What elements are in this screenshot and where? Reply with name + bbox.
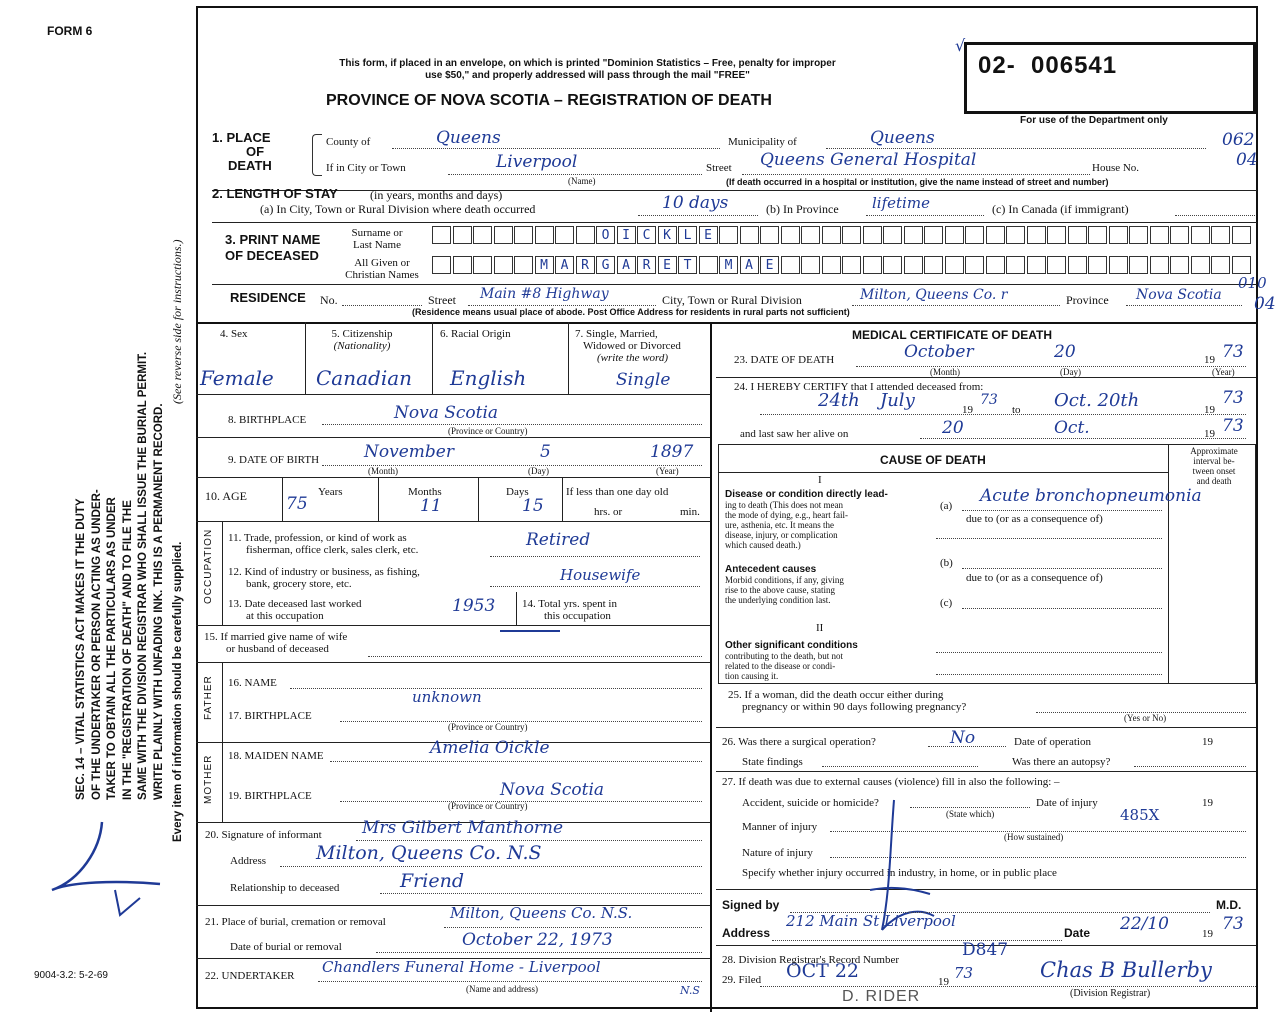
burial-date-label: Date of burial or removal <box>230 941 342 953</box>
length-of-stay-label: 2. LENGTH OF STAY <box>212 186 338 201</box>
name-letter-box <box>1027 226 1046 244</box>
name-letter-box <box>781 256 800 274</box>
relationship-label: Relationship to deceased <box>230 882 340 894</box>
registration-number: 02- 006541 <box>978 52 1118 79</box>
death-year-caption: (Year) <box>1212 367 1235 377</box>
name-letter-box <box>986 256 1005 274</box>
name-letter-box <box>842 256 861 274</box>
hospital-note: (If death occurred in a hospital or institution, give the name instead of street and number) <box>726 177 1109 187</box>
md-label: M.D. <box>1216 898 1242 912</box>
age-days: 15 <box>522 496 544 516</box>
racial-origin-label: 6. Racial Origin <box>440 328 511 340</box>
dob-day-caption: (Day) <box>528 466 549 476</box>
dob-month: November <box>364 442 454 462</box>
name-letter-box <box>1150 256 1169 274</box>
length-of-stay-note: (in years, months and days) <box>370 188 503 202</box>
name-letter-box <box>1232 256 1251 274</box>
marital-value: Single <box>616 370 671 390</box>
print-name-label: 3. PRINT NAME OF DECEASED <box>225 232 321 263</box>
death-date-label: 23. DATE OF DEATH <box>734 354 835 366</box>
name-letter-box <box>1068 226 1087 244</box>
spouse-label: 15. If married give name of wife or husband of deceased <box>204 631 348 655</box>
other-conditions-label: Other significant conditions <box>725 640 858 651</box>
name-letter-box <box>473 256 492 274</box>
street-label: Street <box>706 162 732 174</box>
operation-year-prefix: 19 <box>1202 736 1213 748</box>
surgical-label: 26. Was there a surgical operation? <box>722 736 876 748</box>
name-letter-box <box>1129 226 1148 244</box>
name-letter-box <box>473 226 492 244</box>
name-letter-box <box>453 256 472 274</box>
attend-to-year: 73 <box>1222 388 1244 408</box>
name-letter-box: E <box>760 256 779 274</box>
every-item-text: Every item of information should be carefully supplied. <box>172 541 184 842</box>
name-letter-box <box>494 256 513 274</box>
city-name-caption: (Name) <box>568 176 596 186</box>
informant-address: Milton, Queens Co. N.S <box>316 842 542 864</box>
sec14-text: SEC. 14 – VITAL STATISTICS ACT MAKES IT THE DUTY OF THE UNDERTAKER OR PERSON ACTING AS UNDER- TAKER TO OBTAIN ALL THE PARTICULARS AS UNDER IN THE "REGISTRATION OF DEATH" AND TO FILE THE SAME WITH THE DIVISION REGISTRAR WHO SHALL ISSUE THE BURIAL PERMIT. WRITE PLAINLY WITH UNFADING INK. THIS IS A PERMANENT RECORD. <box>75 351 165 800</box>
filed-year-prefix: 19 <box>938 976 949 988</box>
mail-notice: This form, if placed in an envelope, on which is printed "Dominion Statistics – Free, penalty for improper use $50," and properly addressed will pass through the mail "FREE" <box>339 58 836 81</box>
name-letter-box <box>1047 226 1066 244</box>
name-letter-box <box>965 226 984 244</box>
page-title: PROVINCE OF NOVA SCOTIA – REGISTRATION OF DEATH <box>326 92 772 109</box>
burial-date-value: October 22, 1973 <box>462 930 613 950</box>
name-letter-box <box>699 256 718 274</box>
name-letter-box <box>1068 256 1087 274</box>
name-letter-box <box>924 226 943 244</box>
name-letter-box <box>801 256 820 274</box>
province-stay-label: (b) In Province <box>766 202 839 216</box>
residence-street-label: Street <box>428 293 456 307</box>
signed-by-label: Signed by <box>722 898 780 912</box>
last-saw-month: Oct. <box>1054 418 1090 438</box>
yes-no-caption: (Yes or No) <box>1124 713 1167 723</box>
residence-note: (Residence means usual place of abode. Post Office Address for residents in rural parts not sufficient) <box>412 307 850 317</box>
injury-date-label: Date of injury <box>1036 797 1098 809</box>
residence-province-label: Province <box>1066 293 1109 307</box>
external-label: 27. If death was due to external causes (violence) fill in also the following: – <box>722 776 1060 788</box>
street-value: Queens General Hospital <box>760 150 977 170</box>
name-letter-box: O <box>596 226 615 244</box>
province-stay-value: lifetime <box>872 194 930 212</box>
county-label: County of <box>326 136 371 148</box>
name-letter-box <box>576 226 595 244</box>
name-letter-box <box>535 226 554 244</box>
operation-date-label: Date of operation <box>1014 736 1091 748</box>
interval-header: Approximate interval be- tween onset and death <box>1190 446 1238 486</box>
birthplace-caption: (Province or Country) <box>448 426 528 436</box>
dob-year: 1897 <box>650 442 694 462</box>
name-letter-box <box>781 226 800 244</box>
registrar-caption: (Division Registrar) <box>1070 988 1151 999</box>
undertaker-caption: (Name and address) <box>466 984 538 994</box>
name-letter-box <box>945 256 964 274</box>
last-worked-value: 1953 <box>452 596 496 616</box>
address-label: Address <box>722 926 771 940</box>
mother-side-label: MOTHER <box>203 754 214 804</box>
cause-a-prefix: (a) <box>940 500 953 512</box>
last-saw-day: 20 <box>942 418 964 438</box>
last-worked-label: 13. Date deceased last worked at this occupation <box>228 598 362 622</box>
age-years: 75 <box>286 494 308 514</box>
other-conditions-description: contributing to the death, but not related to the disease or condi- tion causing it. <box>725 651 843 681</box>
physician-date-year-prefix: 19 <box>1202 928 1213 940</box>
burial-place-value: Milton, Queens Co. N.S. <box>450 904 633 922</box>
filed-year: 73 <box>954 964 974 982</box>
name-letter-box: E <box>658 256 677 274</box>
physician-date-year: 73 <box>1222 914 1244 934</box>
tick-mark: √ <box>955 36 966 55</box>
residence-dept-code-2: 04 <box>1254 294 1276 314</box>
rider-stamp: D. RIDER <box>842 988 921 1005</box>
attend-from-day: 24th <box>818 390 860 411</box>
mother-name-label: 18. MAIDEN NAME <box>228 750 324 762</box>
name-letter-box <box>924 256 943 274</box>
dob-label: 9. DATE OF BIRTH <box>228 454 320 466</box>
autopsy-label: Was there an autopsy? <box>1012 756 1111 768</box>
citizenship-value: Canadian <box>316 366 413 390</box>
antecedent-description: Morbid conditions, if any, giving rise to the above cause, stating the underlying condition last. <box>725 575 844 605</box>
print-code: 9004-3.2: 5-2-69 <box>34 970 108 981</box>
injury-year-prefix: 19 <box>1202 797 1213 809</box>
name-letter-box <box>822 226 841 244</box>
marital-label: 7. Single, Married, Widowed or Divorced (write the word) <box>575 328 681 364</box>
specify-label: Specify whether injury occurred in industry, in home, or in public place <box>742 867 1057 879</box>
sex-label: 4. Sex <box>220 328 248 340</box>
name-letter-box: I <box>617 226 636 244</box>
name-letter-box: T <box>678 256 697 274</box>
name-letter-box <box>1109 256 1128 274</box>
form-number: FORM 6 <box>47 24 93 38</box>
attend-from-month: July <box>880 390 915 411</box>
occupation-side-label: OCCUPATION <box>203 528 214 604</box>
days-label: Days <box>506 486 529 498</box>
woman-label: 25. If a woman, did the death occur either during pregnancy or within 90 days following pregnancy? <box>728 689 967 713</box>
name-letter-box <box>1088 256 1107 274</box>
name-letter-box <box>514 256 533 274</box>
last-saw-year: 73 <box>1222 416 1244 436</box>
mother-birthplace-value: Nova Scotia <box>500 780 605 800</box>
age-label: 10. AGE <box>205 489 247 503</box>
attend-from-year-prefix: 19 <box>962 404 973 416</box>
father-name-label: 16. NAME <box>228 677 277 689</box>
name-letter-box <box>719 226 738 244</box>
cause-c-prefix: (c) <box>940 597 953 609</box>
manner-label: Manner of injury <box>742 821 818 833</box>
birthplace-value: Nova Scotia <box>394 403 499 423</box>
name-letter-box: G <box>596 256 615 274</box>
name-letter-box <box>453 226 472 244</box>
name-letter-box <box>1150 226 1169 244</box>
direct-cause-label: Disease or condition directly lead- <box>725 489 888 500</box>
place-label: 1. PLACE OF DEATH <box>212 130 272 173</box>
name-letter-box <box>883 256 902 274</box>
see-reverse-text: (See reverse side for instructions.) <box>170 239 184 404</box>
industry-label: 12. Kind of industry or business, as fishing, bank, grocery store, etc. <box>228 566 420 590</box>
name-letter-box <box>1129 256 1148 274</box>
name-letter-box <box>1211 226 1230 244</box>
name-letter-box: K <box>658 226 677 244</box>
residence-dept-code-1: 010 <box>1238 274 1267 292</box>
death-year-prefix: 19 <box>1204 354 1215 366</box>
name-letter-box <box>1170 256 1189 274</box>
sex-value: Female <box>200 366 274 390</box>
burial-place-label: 21. Place of burial, cremation or removal <box>205 916 386 928</box>
registrar-record-label: 28. Division Registrar's Record Number <box>722 954 900 966</box>
surname-label: Surname or Last Name <box>351 227 403 251</box>
due-to-a: due to (or as a consequence of) <box>966 513 1103 525</box>
dob-year-caption: (Year) <box>656 466 679 476</box>
name-letter-box: M <box>719 256 738 274</box>
name-letter-box <box>1027 256 1046 274</box>
death-day-caption: (Day) <box>1060 367 1081 377</box>
direct-cause-description: ing to death (This does not mean the mode of dying, e.g., heart fail- ure, asthenia, etc. It means the disease, injury, or complication which caused death.) <box>725 500 848 550</box>
surgical-value: No <box>950 728 976 748</box>
name-letter-box <box>760 226 779 244</box>
name-letter-box: A <box>740 256 759 274</box>
last-saw-year-prefix: 19 <box>1204 428 1215 440</box>
cause-header: CAUSE OF DEATH <box>880 453 986 467</box>
name-letter-box <box>801 226 820 244</box>
undertaker-value: Chandlers Funeral Home - Liverpool <box>322 958 601 976</box>
due-to-b: due to (or as a consequence of) <box>966 572 1103 584</box>
age-months: 11 <box>420 496 442 516</box>
name-letter-box: R <box>576 256 595 274</box>
death-year: 73 <box>1222 342 1244 362</box>
city-value: Liverpool <box>496 152 578 172</box>
name-letter-box <box>1109 226 1128 244</box>
name-letter-box: C <box>637 226 656 244</box>
father-birthplace-caption: (Province or Country) <box>448 722 528 732</box>
hrs-label: hrs. or <box>594 506 623 518</box>
residence-label: RESIDENCE <box>230 290 306 305</box>
attend-from-year: 73 <box>980 392 998 408</box>
informant-signature-label: 20. Signature of informant <box>205 829 322 841</box>
city-label: If in City or Town <box>326 162 406 174</box>
handwritten-dash <box>500 630 560 632</box>
cause-a-value: Acute bronchopneumonia <box>980 486 1202 506</box>
filed-date: OCT 22 <box>786 960 860 982</box>
name-letter-box <box>1211 256 1230 274</box>
name-letter-box <box>514 226 533 244</box>
residence-street-value: Main #8 Highway <box>480 286 609 302</box>
medical-header: MEDICAL CERTIFICATE OF DEATH <box>852 328 1052 342</box>
informant-signature: Mrs Gilbert Manthorne <box>362 818 564 838</box>
name-letter-box <box>432 226 451 244</box>
city-stay-value: 10 days <box>662 193 729 213</box>
accident-label: Accident, suicide or homicide? <box>742 797 879 809</box>
house-label: House No. <box>1092 162 1140 174</box>
dept-code-2: 04 <box>1236 150 1258 170</box>
attend-to-year-prefix: 19 <box>1204 404 1215 416</box>
name-letter-box <box>986 226 1005 244</box>
informant-address-label: Address <box>230 855 267 867</box>
name-letter-box <box>1191 226 1210 244</box>
name-letter-box: L <box>678 226 697 244</box>
antecedent-label: Antecedent causes <box>725 564 817 575</box>
physician-date: 22/10 <box>1120 914 1169 934</box>
trade-value: Retired <box>526 530 591 550</box>
residence-city-label: City, Town or Rural Division <box>662 293 802 307</box>
name-letter-box <box>432 256 451 274</box>
father-side-label: FATHER <box>203 675 214 720</box>
attend-to-label: to <box>1012 404 1021 416</box>
name-letter-box <box>863 256 882 274</box>
name-letter-box <box>822 256 841 274</box>
trade-label: 11. Trade, profession, or kind of work as fisherman, office clerk, sales clerk, etc. <box>228 532 419 556</box>
state-findings-label: State findings <box>742 756 803 768</box>
name-letter-box <box>945 226 964 244</box>
name-letter-box <box>883 226 902 244</box>
birthplace-label: 8. BIRTHPLACE <box>228 414 307 426</box>
part-two-label: II <box>816 622 824 634</box>
mother-birthplace-caption: (Province or Country) <box>448 801 528 811</box>
physician-address: 212 Main St Liverpool <box>786 912 956 930</box>
state-which-caption: (State which) <box>946 809 995 819</box>
name-letter-box <box>842 226 861 244</box>
date-label: Date <box>1064 926 1091 940</box>
note-485x: 485X <box>1120 806 1160 824</box>
municipality-label: Municipality of <box>728 136 797 148</box>
how-sustained-caption: (How sustained) <box>1004 832 1064 842</box>
dept-use-caption: For use of the Department only <box>1020 115 1168 126</box>
attend-to-date: Oct. 20th <box>1054 390 1140 411</box>
name-letter-box <box>740 226 759 244</box>
death-month: October <box>904 342 974 362</box>
name-letter-box <box>1232 226 1251 244</box>
name-letter-box <box>1191 256 1210 274</box>
name-letter-box: E <box>699 226 718 244</box>
check-mark-icon <box>40 810 190 930</box>
father-birthplace-label: 17. BIRTHPLACE <box>228 710 312 722</box>
cause-b-prefix: (b) <box>940 557 953 569</box>
municipality-value: Queens <box>870 128 935 148</box>
name-letter-box <box>1170 226 1189 244</box>
name-letter-box <box>965 256 984 274</box>
residence-province-value: Nova Scotia <box>1136 287 1222 303</box>
name-letter-box <box>1006 226 1025 244</box>
city-stay-label: (a) In City, Town or Rural Division where death occurred <box>260 202 536 216</box>
registrar-signature: Chas B Bullerby <box>1040 958 1212 982</box>
canada-stay-label: (c) In Canada (if immigrant) <box>992 202 1129 216</box>
name-letter-box <box>555 226 574 244</box>
given-names-label: All Given or Christian Names <box>345 257 419 281</box>
less-than-day-label: If less than one day old <box>566 486 669 498</box>
name-letter-box <box>494 226 513 244</box>
dob-day: 5 <box>540 442 551 462</box>
certify-label: 24. I HEREBY CERTIFY that I attended deceased from: <box>734 381 984 393</box>
name-letter-box <box>863 226 882 244</box>
months-label: Months <box>408 486 442 498</box>
name-letter-box <box>904 256 923 274</box>
name-letter-box: A <box>617 256 636 274</box>
filed-label: 29. Filed <box>722 974 762 986</box>
nature-label: Nature of injury <box>742 847 813 859</box>
name-letter-box: M <box>535 256 554 274</box>
name-letter-box <box>904 226 923 244</box>
undertaker-suffix: N.S <box>680 984 700 997</box>
total-years-label: 14. Total yrs. spent in this occupation <box>522 598 617 622</box>
racial-origin-value: English <box>450 366 527 390</box>
part-one-label: I <box>818 474 822 486</box>
min-label: min. <box>680 506 700 518</box>
name-letter-box: A <box>555 256 574 274</box>
last-saw-label: and last saw her alive on <box>740 428 849 440</box>
dob-month-caption: (Month) <box>368 466 398 476</box>
mother-birthplace-label: 19. BIRTHPLACE <box>228 790 312 802</box>
name-letter-box <box>1006 256 1025 274</box>
name-letter-box: R <box>637 256 656 274</box>
name-letter-box <box>1088 226 1107 244</box>
father-name-value: unknown <box>412 688 482 706</box>
residence-no-label: No. <box>320 293 338 307</box>
name-letter-box <box>1047 256 1066 274</box>
death-day: 20 <box>1054 342 1076 362</box>
mother-name-value: Amelia Oickle <box>430 738 550 758</box>
residence-city-value: Milton, Queens Co. r <box>860 287 1008 303</box>
undertaker-label: 22. UNDERTAKER <box>205 970 295 982</box>
death-month-caption: (Month) <box>930 367 960 377</box>
industry-value: Housewife <box>560 566 641 584</box>
registrar-record-number: D847 <box>962 940 1009 960</box>
citizenship-label: 5. Citizenship (Nationality) <box>331 328 393 352</box>
county-value: Queens <box>436 128 501 148</box>
dept-code-1: 062 <box>1222 130 1255 150</box>
relationship-value: Friend <box>400 870 464 892</box>
years-label: Years <box>318 486 343 498</box>
